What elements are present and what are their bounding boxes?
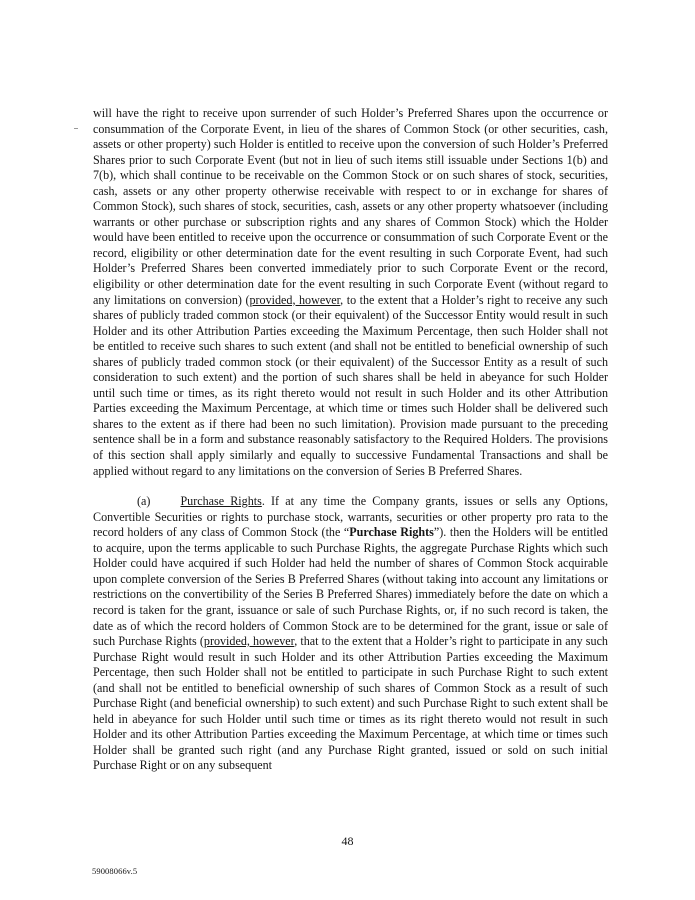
defined-term: Purchase Rights bbox=[349, 525, 434, 540]
page-number: 48 bbox=[341, 834, 354, 848]
paragraph-text: will have the right to receive upon surrender of such Holder’s Preferred Shares upon the occurrence or consummation of the Corporate Event, in lieu of the shares of Common Stock (or other securities, cash, assets or other property) such Holder is entitled to receive upon the conversion of such Holder’s Preferred Shares prior to such Corporate Event (but not in lieu of such items still issuable under Sections 1(b) and 7(b), which shall continue to be receivable on the Common Stock or on such shares of stock, securities, cash, assets or any other property otherwise receivable with respect to or in exchange for shares of Common Stock), such shares of stock, securities, cash, assets or any other property whatsoever (including warrants or other purchase or subscription rights and any shares of Common Stock) which the Holder would have been entitled to receive upon the occurrence or consummation of such Corporate Event or the record, eligibility or other determination date for the event resulting in such Corporate Event, had such Holder’s Preferred Shares been converted immediately prior to such Corporate Event or the record, eligibility or other determination date for the event resulting in such Corporate Event (without regard to any limitations on conversion) ( bbox=[93, 106, 608, 307]
section-label: (a) bbox=[137, 494, 151, 509]
paragraph-text: . If at any time the Company grants, issues or sells any Options, Convertible Securities or rights to purchase stock, warrants, securities or other property pro rata to the record holders of any class of Common Stock (the “ bbox=[93, 494, 608, 540]
section-heading: Purchase Rights bbox=[180, 494, 262, 509]
document-id: 59008066v.5 bbox=[92, 866, 138, 876]
provided-however-underlined: provided, however bbox=[249, 292, 341, 307]
paragraph-text: , that to the extent that a Holder’s right to participate in any such Purchase Right would result in such Holder and its other Attribution Parties exceeding the Maximum Percentage, then such Holder shall not be entitled to participate in such Purchase Right to such extent (and shall not be entitled to beneficial ownership of such shares of Common Stock as a result of such Purchase Right (and beneficial ownership) to such extent) and such Purchase Right to such extent shall be held in abeyance for such Holder until such time or times as its right thereto would not result in such Holder and its other Attribution Parties exceeding the Maximum Percentage, at which time or times such Holder shall be granted such right (and any Purchase Right granted, issued or sold on such initial Purchase Right or on any subsequent bbox=[93, 634, 608, 773]
paragraph-text: , to the extent that a Holder’s right to receive any such shares of publicly traded common stock (or their equivalent) of the Successor Entity would result in such Holder and its other Attribution Parties exceeding the Maximum Percentage, then such Holder shall not be entitled to receive such shares to such extent (and shall not be entitled to beneficial ownership of such shares of publicly traded common stock (or their equivalent) of the Successor Entity as a result of such consideration to such extent) and the portion of such shares shall be held in abeyance for such Holder until such time or times, as its right thereto would not result in such Holder and its other Attribution Parties exceeding the Maximum Percentage, at which time or times such Holder shall be delivered such shares to the extent as if there had been no such limitation). Provision made pursuant to the preceding sentence shall be in a form and substance reasonably satisfactory to the Required Holders. The provisions of this section shall apply similarly and equally to successive Fundamental Transactions and shall be applied without regard to any limitations on the conversion of Series B Preferred Shares. bbox=[93, 292, 608, 478]
scan-mark bbox=[74, 128, 78, 129]
paragraph-text: ”). then the Holders will be entitled to acquire, upon the terms applicable to such Purchase Rights, the aggregate Purchase Rights which such Holder could have acquired if such Holder had held the number of shares of Common Stock acquirable upon complete conversion of the Series B Preferred Shares (without taking into account any limitations or restrictions on the convertibility of the Series B Preferred Shares) immediately before the date on which a record is taken for the grant, issuance or sale of such Purchase Rights, or, if no such record is taken, the date as of which the record holders of Common Stock are to be determined for the grant, issue or sale of such Purchase Rights ( bbox=[93, 525, 608, 649]
provided-however-underlined: provided, however bbox=[203, 634, 295, 649]
paragraph-corporate-event bbox=[93, 106, 608, 479]
paragraph-purchase-rights bbox=[93, 494, 608, 774]
document-body bbox=[93, 106, 608, 774]
